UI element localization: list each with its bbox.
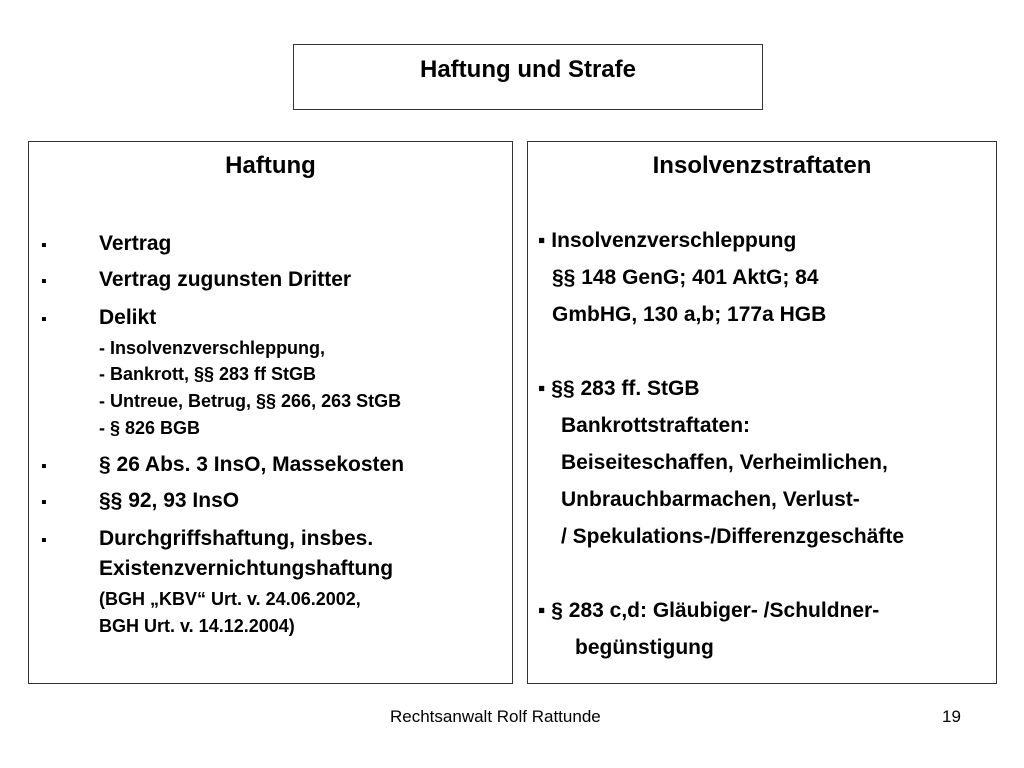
item-massekosten: § 26 Abs. 3 InsO, Massekosten	[99, 453, 405, 476]
bgh-reference-kbv: (BGH „KBV“ Urt. v. 24.06.2002,	[99, 589, 361, 609]
insolvenzstraftaten-box	[527, 141, 997, 684]
right-line-283cd: ▪ § 283 c,d: Gläubiger- /Schuldner-	[538, 599, 880, 622]
title-box	[293, 44, 763, 110]
bullet-icon: ▪	[41, 458, 47, 475]
insolvenzstraftaten-heading: Insolvenzstraftaten	[652, 152, 872, 179]
item-delikt: Delikt	[99, 306, 157, 329]
item-vertrag-zugunsten-dritter: Vertrag zugunsten Dritter	[99, 268, 352, 291]
durchgriff-continuation: Existenzvernichtungshaftung	[99, 557, 394, 580]
delikt-sub-826-bgb: - § 826 BGB	[99, 418, 201, 438]
bullet-icon: ▪	[41, 311, 47, 328]
bullet-icon: ▪	[41, 494, 47, 511]
bgh-reference-2004: BGH Urt. v. 14.12.2004)	[99, 616, 295, 636]
delikt-sub-bankrott: - Bankrott, §§ 283 ff StGB	[99, 364, 317, 384]
item-vertrag: Vertrag	[99, 232, 172, 255]
item-92-93-inso: §§ 92, 93 InsO	[99, 489, 240, 512]
right-line-statutes-1: §§ 148 GenG; 401 AktG; 84	[552, 266, 819, 289]
bullet-icon: ▪	[41, 273, 47, 290]
delikt-sub-insolvenzverschleppung: - Insolvenzverschleppung,	[99, 338, 326, 358]
right-line-283-stgb: ▪ §§ 283 ff. StGB	[538, 377, 700, 400]
slide-title: Haftung und Strafe	[420, 56, 636, 83]
page-number: 19	[942, 707, 961, 726]
item-durchgriffshaftung: Durchgriffshaftung, insbes.	[99, 527, 374, 550]
right-line-insolvenzverschleppung: ▪ Insolvenzverschleppung	[538, 229, 797, 252]
right-line-unbrauchbarmachen: Unbrauchbarmachen, Verlust-	[561, 488, 860, 511]
delikt-sub-untreue: - Untreue, Betrug, §§ 266, 263 StGB	[99, 391, 402, 411]
right-line-bankrottstraftaten: Bankrottstraftaten:	[561, 414, 751, 437]
right-line-spekulation: / Spekulations-/Differenzgeschäfte	[561, 525, 905, 548]
bullet-icon: ▪	[41, 532, 47, 549]
right-line-beguenstigung: begünstigung	[575, 636, 714, 659]
footer-author: Rechtsanwalt Rolf Rattunde	[390, 707, 601, 726]
haftung-heading: Haftung	[225, 152, 316, 179]
haftung-box	[28, 141, 513, 684]
right-line-statutes-2: GmbHG, 130 a,b; 177a HGB	[552, 303, 827, 326]
right-line-beiseiteschaffen: Beiseiteschaffen, Verheimlichen,	[561, 451, 888, 474]
bullet-icon: ▪	[41, 237, 47, 254]
